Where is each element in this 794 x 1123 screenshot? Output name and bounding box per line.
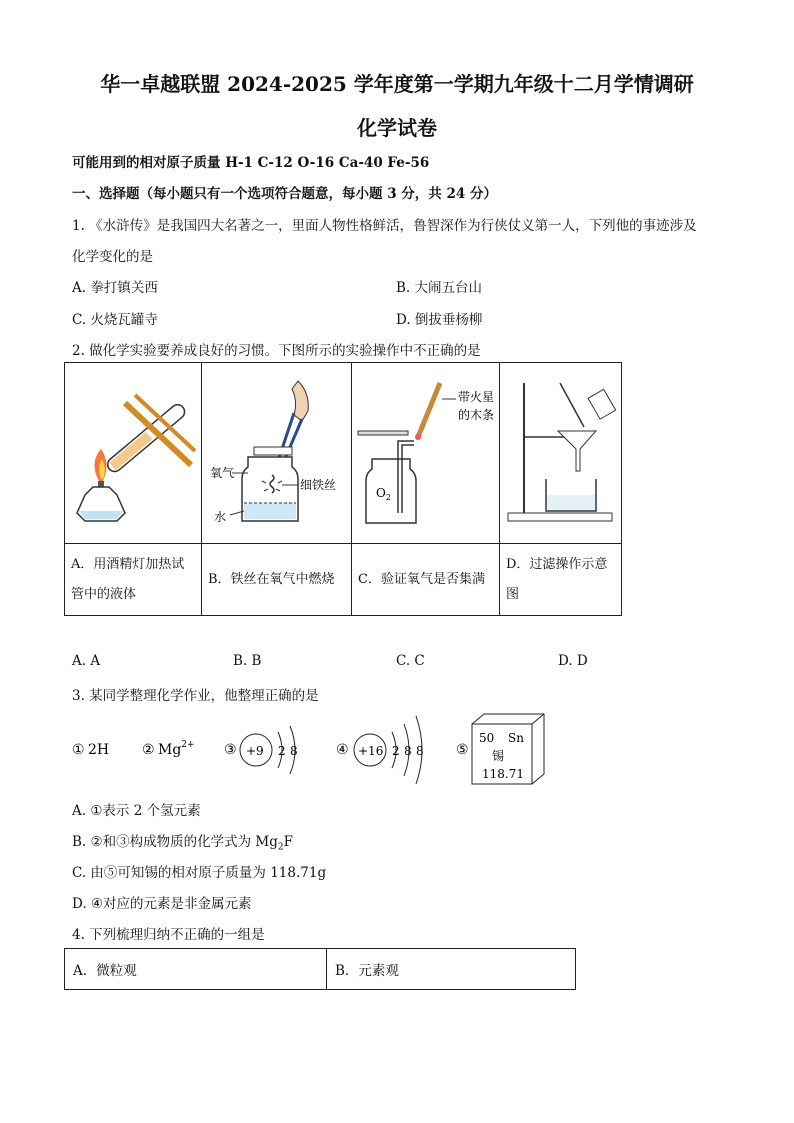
q2-fig-d: [500, 363, 622, 544]
fluorine-atom-diagram: [240, 726, 298, 774]
q1-stem-line1: 1. 《水浒传》是我国四大名著之一，里面人物性格鲜活，鲁智深作为行侠仗义第一人，下列他的事迹涉及: [72, 218, 697, 234]
q1-option-c[interactable]: C. 火烧瓦罐寺: [72, 312, 158, 328]
filtration-figure: [500, 363, 621, 539]
q1-option-a[interactable]: A. 拳打镇关西: [72, 280, 158, 296]
label-iron-wire: 细铁丝: [300, 478, 337, 492]
q2-caption-a: A．用酒精灯加热试 管中的液体: [65, 544, 202, 616]
oxygen-check-figure: [352, 363, 499, 539]
q4-stem: 4. 下列梳理归纳不正确的一组是: [72, 927, 265, 943]
q3-figures: [64, 706, 564, 786]
q3-stem: 3. 某同学整理化学作业，他整理正确的是: [72, 688, 319, 704]
q2-fig-b: [202, 363, 352, 544]
svg-text:Sn: Sn: [508, 731, 524, 745]
q3-option-a[interactable]: A. ①表示 2 个氢元素: [72, 803, 201, 819]
label-oxygen: 氧气: [210, 466, 235, 480]
q2-option-b[interactable]: B. B: [233, 653, 262, 669]
q1-option-b[interactable]: B. 大闹五台山: [396, 280, 483, 296]
q1-stem-line2: 化学变化的是: [72, 249, 153, 265]
svg-text:⑤: ⑤: [456, 742, 469, 758]
q1-option-d[interactable]: D. 倒拔垂杨柳: [396, 312, 483, 328]
alcohol-lamp-heating-figure: [65, 363, 201, 539]
item-mg-ion: $Mg^{2+}$: [158, 740, 195, 758]
q3-option-b[interactable]: B. ②和③构成物质的化学式为 $Mg_2F$: [72, 834, 293, 853]
q2-fig-a: [65, 363, 202, 544]
label-water: 水: [214, 510, 227, 524]
q2-option-c[interactable]: C. C: [396, 653, 425, 669]
svg-text:+9: +9: [246, 744, 264, 758]
svg-text:2: 2: [278, 744, 286, 758]
exam-title: 华一卓越联盟 2024-2025 学年度第一学期九年级十二月学情调研: [100, 72, 694, 96]
svg-text:8: 8: [416, 744, 424, 758]
svg-text:③: ③: [224, 742, 237, 758]
q4-col-a: A．微粒观: [65, 949, 327, 990]
q3-option-c[interactable]: C. 由⑤可知锡的相对原子质量为 118.71g: [72, 865, 327, 881]
item-2h: 2H: [88, 742, 110, 758]
sulfur-atom-diagram: [354, 716, 424, 784]
svg-text:①: ①: [72, 742, 85, 758]
q2-caption-b: B．铁丝在氧气中燃烧: [202, 544, 352, 616]
q4-table: [64, 948, 576, 990]
iron-burning-figure: [202, 363, 351, 539]
q2-option-d[interactable]: D. D: [558, 653, 588, 669]
q2-stem: 2. 做化学实验要养成良好的习惯。下图所示的实验操作中不正确的是: [72, 343, 481, 359]
svg-text:+16: +16: [358, 744, 384, 758]
exam-subtitle: 化学试卷: [357, 116, 437, 140]
svg-text:④: ④: [336, 742, 349, 758]
svg-text:118.71: 118.71: [482, 767, 524, 781]
q4-col-b: B．元素观: [327, 949, 576, 990]
atomic-masses: 可能用到的相对原子质量 H-1 C-12 O-16 Ca-40 Fe-56: [72, 155, 430, 171]
label-splint-1: 带火星: [458, 390, 495, 404]
tin-element-card: [472, 714, 544, 784]
label-o2: $O_2$: [376, 486, 391, 502]
q2-option-a[interactable]: A. A: [72, 653, 101, 669]
q2-caption-d: D．过滤操作示意 图: [500, 544, 622, 616]
q3-option-d[interactable]: D. ④对应的元素是非金属元素: [72, 896, 252, 912]
svg-text:2: 2: [392, 744, 400, 758]
q2-fig-c: [352, 363, 500, 544]
q2-figure-table: [64, 362, 622, 616]
section-heading: 一、选择题（每小题只有一个选项符合题意，每小题 3 分，共 24 分）: [72, 186, 497, 202]
svg-text:②: ②: [142, 742, 155, 758]
q2-caption-c: C．验证氧气是否集满: [352, 544, 500, 616]
label-splint-2: 的木条: [458, 408, 495, 422]
svg-text:8: 8: [404, 744, 412, 758]
svg-text:锡: 锡: [492, 749, 505, 763]
svg-text:50: 50: [479, 731, 495, 745]
svg-text:8: 8: [290, 744, 298, 758]
